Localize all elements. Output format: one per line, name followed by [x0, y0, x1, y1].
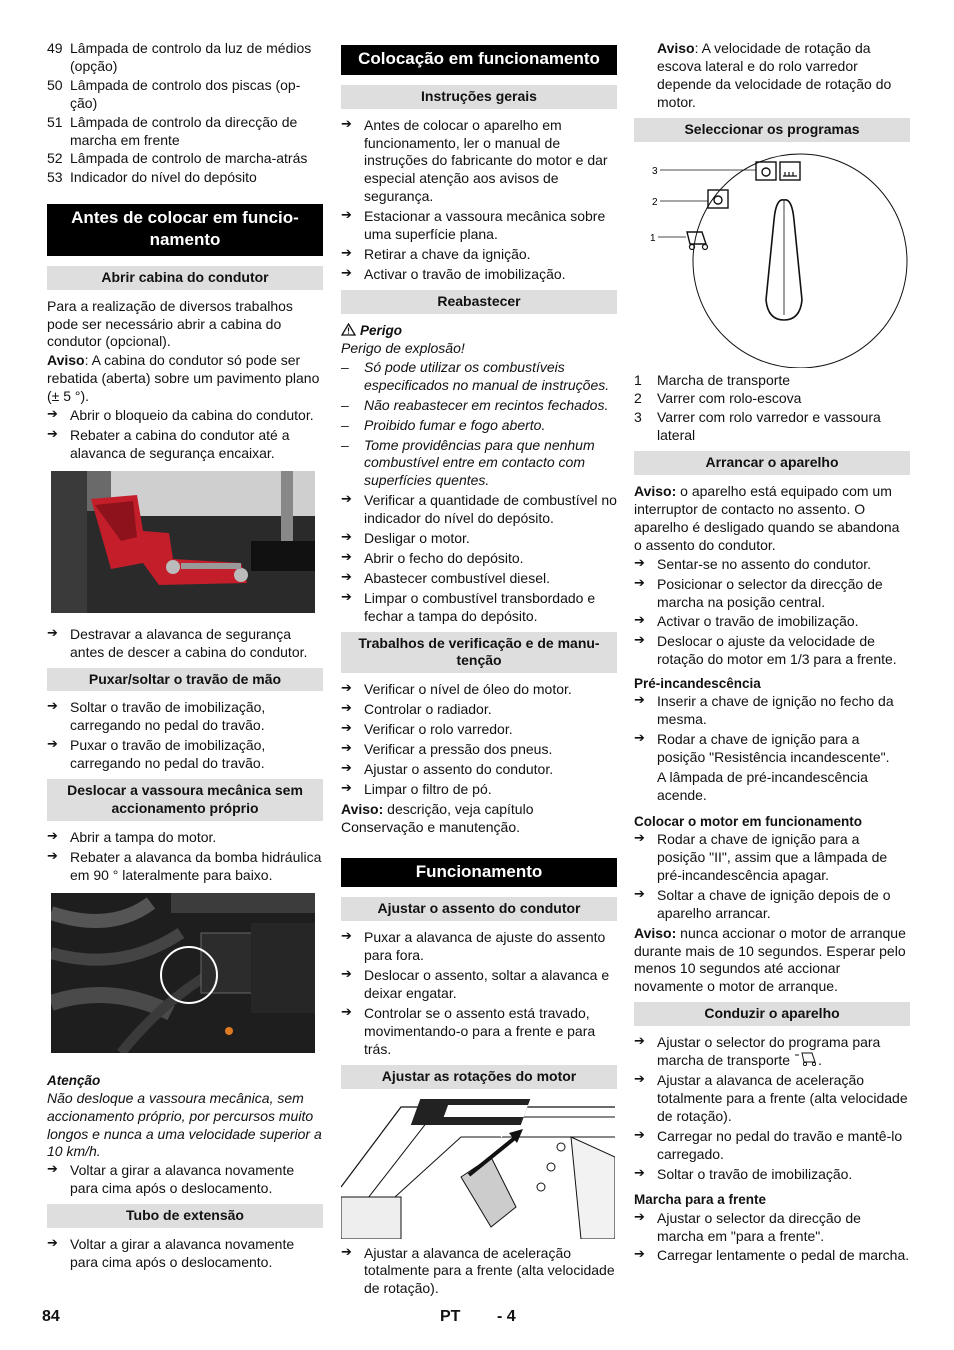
subsection-heading: Conduzir o aparelho	[634, 1002, 910, 1026]
list-item: ➔ Ajustar o selector da direcção de marcha em "para a frente".	[634, 1210, 910, 1246]
list-item: ➔ Estacionar a vassoura mecânica sobre uma superfície plana.	[341, 208, 617, 244]
list-item: – Proibido fumar e fogo aberto.	[341, 417, 617, 435]
list-item: ➔ Sentar-se no assento do condutor.	[634, 556, 910, 574]
column-right	[634, 40, 910, 1267]
warning-triangle-icon	[341, 323, 356, 336]
subsection-heading: Ajustar as rotações do motor	[341, 1065, 617, 1089]
topic-heading: Marcha para a frente	[634, 1192, 767, 1208]
step-list	[47, 626, 323, 662]
list-item: 3 Varrer com rolo varredor e vassoura lateral	[634, 409, 881, 444]
step-list	[634, 1210, 910, 1266]
list-item: ➔ Verificar o nível de óleo do motor.	[341, 681, 617, 699]
hydraulic-pump-photo	[51, 893, 315, 1053]
dial-label-2: 2	[652, 196, 658, 208]
note: Aviso: descrição, veja capítulo Conservação e manutenção.	[341, 800, 534, 835]
list-item: ➔ Deslocar o ajuste da velocidade de rotação do motor em 1/3 para a frente.	[634, 633, 910, 669]
program-list	[634, 372, 910, 446]
list-item: ➔ Abastecer combustível diesel.	[341, 570, 617, 588]
subsection-heading: Trabalhos de verificação e de manu-tenção	[341, 632, 617, 674]
step-list	[341, 1245, 617, 1299]
list-item: ➔ Puxar o travão de imobilização, carregando no pedal do travão.	[47, 737, 323, 773]
list-item: ➔ Retirar a chave da ignição.	[341, 246, 617, 264]
transport-vehicle-icon	[794, 1052, 818, 1066]
step-list	[47, 829, 323, 885]
step-list	[47, 1162, 323, 1198]
list-item: 1 Marcha de transporte	[634, 371, 791, 388]
step-list	[634, 831, 910, 923]
list-item: ➔ Soltar o travão de imobilização.	[634, 1166, 910, 1184]
list-item: ➔ Posicionar o selector da direcção de marcha na posição central.	[634, 576, 910, 612]
topic-heading: Colocar o motor em funcionamento	[634, 813, 863, 829]
program-selector-dial	[634, 150, 908, 368]
subsection-heading: Abrir cabina do condutor	[47, 266, 323, 290]
list-item: ➔ Verificar a quantidade de combustível no indicador do nível do depósito.	[341, 492, 617, 528]
list-item: ➔ Antes de colocar o aparelho em funcionamento, ler o manual de instruções do fabricante do motor e dar especial atenção aos avisos de segurança.	[341, 117, 617, 207]
list-item: ➔ Rebater a alavanca da bomba hidráulica em 90 ° lateralmente para baixo.	[47, 849, 323, 885]
subsection-heading: Instruções gerais	[341, 85, 617, 109]
column-middle	[341, 40, 617, 1300]
list-item: ➔ Ajustar a alavanca de aceleração totalmente para a frente (alta velocidade de rotação).	[634, 1072, 910, 1126]
section-heading: Funcionamento	[341, 858, 617, 888]
dial-label-1: 1	[650, 232, 656, 244]
list-item: ➔ Limpar o filtro de pó.	[341, 781, 617, 799]
step-list	[341, 492, 617, 625]
list-item: ➔ Puxar a alavanca de ajuste do assento para fora.	[341, 929, 617, 965]
subsection-heading: Tubo de extensão	[47, 1204, 323, 1228]
step-list	[47, 407, 323, 463]
list-item: ➔ Rodar a chave de ignição para a posição "Resistência incandescente".	[634, 731, 910, 767]
step-list	[634, 556, 910, 669]
note: Aviso: o aparelho está equipado com um interruptor de contacto no assento. O aparelho é desligado quando se abandona o assento do condutor.	[634, 483, 900, 553]
list-item: ➔ Desligar o motor.	[341, 530, 617, 548]
list-item: 50 Lâmpada de controlo dos piscas (op-ção)	[47, 76, 301, 111]
danger-title: Perigo	[341, 322, 617, 339]
indicator-list	[47, 40, 323, 187]
step-list	[47, 699, 323, 773]
step-list	[341, 929, 617, 1058]
list-item: ➔ Deslocar o assento, soltar a alavanca e deixar engatar.	[341, 967, 617, 1003]
list-item: ➔ Verificar a pressão dos pneus.	[341, 741, 617, 759]
list-item: ➔ Limpar o combustível transbordado e fechar a tampa do depósito.	[341, 590, 617, 626]
page-number: 84	[42, 1308, 60, 1325]
list-item: ➔ Voltar a girar a alavanca novamente para cima após o deslocamento.	[47, 1236, 323, 1272]
note: Aviso: nunca accionar o motor de arranque durante mais de 10 segundos. Esperar pelo menos 10 segundos até accionar novamente o motor de arranque.	[634, 924, 906, 995]
section-heading: Antes de colocar em funcio-namento	[47, 204, 323, 256]
list-item: ➔ Destravar a alavanca de segurança antes de descer a cabina do condutor.	[47, 626, 323, 662]
throttle-lever-drawing	[341, 1097, 615, 1239]
list-item: ➔ Abrir o fecho do depósito.	[341, 550, 617, 568]
dial-label-3: 3	[652, 165, 658, 177]
subsection-heading: Seleccionar os programas	[634, 118, 910, 142]
paragraph: Para a realização de diversos trabalhos pode ser necessário abrir a cabina do condutor (opcional).	[47, 297, 293, 350]
section-heading: Colocação em funcionamento	[341, 45, 617, 75]
list-item: – Só pode utilizar os combustíveis especificados no manual de instruções.	[341, 359, 617, 395]
list-item: ➔ Inserir a chave de ignição no fecho da mesma.	[634, 693, 910, 729]
subsection-heading: Ajustar o assento do condutor	[341, 897, 617, 921]
list-item: ➔ Rebater a cabina do condutor até a alavanca de segurança encaixar.	[47, 427, 323, 463]
page-subnumber: - 4	[497, 1308, 516, 1325]
note: Aviso: A cabina do condutor só pode ser rebatida (aberta) sobre um pavimento plano (± 5 °).	[47, 352, 320, 405]
step-list	[341, 681, 617, 798]
caution-text: Não desloque a vassoura mecânica, sem accionamento próprio, por percursos muito longos e nunca a uma velocidade superior a 10 km/h.	[47, 1089, 322, 1160]
list-item: ➔ Rodar a chave de ignição para a posição "II", assim que a lâmpada de pré-incandescência apagar.	[634, 831, 910, 885]
list-item: ➔ Ajustar a alavanca de aceleração totalmente para a frente (alta velocidade de rotação).	[341, 1245, 617, 1299]
list-item: ➔ Carregar no pedal do travão e mantê-lo carregado.	[634, 1128, 910, 1164]
list-item: 51 Lâmpada de controlo da direcção de marcha em frente	[47, 113, 298, 148]
subsection-heading: Puxar/soltar o travão de mão	[47, 668, 323, 692]
subsection-heading: Reabastecer	[341, 290, 617, 314]
list-item: ➔ Carregar lentamente o pedal de marcha.	[634, 1247, 910, 1265]
step-list	[47, 1236, 323, 1272]
subsection-heading: Arrancar o aparelho	[634, 451, 910, 475]
subsection-heading: Deslocar a vassoura mecânica sem accionamento próprio	[47, 779, 323, 821]
caution-title: Atenção	[47, 1072, 101, 1088]
list-item: 53 Indicador do nível do depósito	[47, 169, 257, 186]
topic-heading: Pré-incandescência	[634, 676, 761, 692]
list-item: 52 Lâmpada de controlo de marcha-atrás	[47, 150, 308, 167]
column-left	[47, 40, 323, 1274]
list-item: ➔ Ajustar o selector do programa para marcha de transporte .	[634, 1034, 910, 1070]
list-item: ➔ Soltar a chave de ignição depois de o aparelho arrancar.	[634, 887, 910, 923]
list-item: ➔ Soltar o travão de imobilização, carregando no pedal do travão.	[47, 699, 323, 735]
list-item: 2 Varrer com rolo-escova	[634, 390, 802, 407]
list-item: ➔ Controlar o radiador.	[341, 701, 617, 719]
list-item: – Tome providências para que nenhum combustível entre em contacto com superfícies quentes.	[341, 437, 617, 491]
list-item: ➔ Voltar a girar a alavanca novamente para cima após o deslocamento.	[47, 1162, 323, 1198]
list-item: 49 Lâmpada de controlo da luz de médios (opção)	[47, 40, 312, 74]
list-item: ➔ Activar o travão de imobilização.	[634, 613, 910, 631]
cab-lever-photo	[51, 471, 315, 613]
danger-list	[341, 359, 617, 490]
list-item: ➔ Verificar o rolo varredor.	[341, 721, 617, 739]
danger-intro: Perigo de explosão!	[341, 339, 465, 356]
list-item: ➔ Controlar se o assento está travado, movimentando-o para a frente e para trás.	[341, 1005, 617, 1059]
step-list	[634, 1034, 910, 1183]
language-code: PT	[440, 1308, 461, 1325]
list-item: – Não reabastecer em recintos fechados.	[341, 397, 617, 415]
list-item: ➔ Activar o travão de imobilização.	[341, 266, 617, 284]
list-item: ➔ Abrir a tampa do motor.	[47, 829, 323, 847]
step-list	[341, 117, 617, 284]
note: Aviso: A velocidade de rotação da escova lateral e do rolo varredor depende da velocidade de rotação do motor.	[657, 40, 892, 110]
list-item: ➔ Abrir o bloqueio da cabina do condutor.	[47, 407, 323, 425]
paragraph: A lâmpada de pré-incandescência acende.	[657, 769, 868, 803]
step-list	[634, 693, 910, 767]
list-item: ➔ Ajustar o assento do condutor.	[341, 761, 617, 779]
